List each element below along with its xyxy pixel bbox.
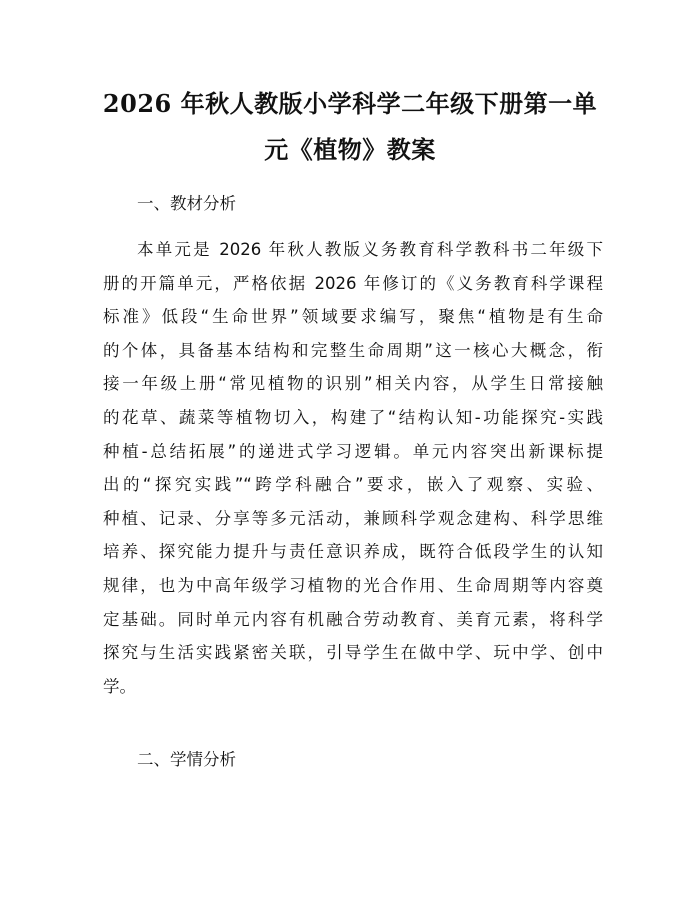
section-body-teaching-material-analysis xyxy=(103,233,603,703)
paragraph-line: 种植、记录、分享等多元活动，兼顾科学观念建构、科学思维 xyxy=(103,508,603,528)
paragraph-line: 接一年级上册“常见植物的识别”相关内容，从学生日常接触 xyxy=(103,374,603,394)
section-heading-learner-analysis: 二、学情分析 xyxy=(137,750,236,769)
paragraph-line: 定基础。同时单元内容有机融合劳动教育、美育元素，将科学 xyxy=(103,609,603,629)
paragraph-line: 种植-总结拓展”的递进式学习逻辑。单元内容突出新课标提 xyxy=(103,441,603,461)
paragraph-line: 的个体，具备基本结构和完整生命周期”这一核心大概念，衔 xyxy=(103,340,603,360)
paragraph-line: 学。 xyxy=(103,676,136,696)
paragraph-line: 的花草、蔬菜等植物切入，构建了“结构认知-功能探究-实践 xyxy=(103,407,603,427)
paragraph-line: 本单元是 2026 年秋人教版义务教育科学教科书二年级下 xyxy=(137,240,603,259)
paragraph-line: 标准》低段“生命世界”领域要求编写，聚焦“植物是有生命 xyxy=(103,307,603,327)
paragraph-line: 册的开篇单元，严格依据 2026 年修订的《义务教育科学课程 xyxy=(103,273,603,293)
document-title-line-2: 元《植物》教案 xyxy=(264,135,436,164)
paragraph-line: 探究与生活实践紧密关联，引导学生在做中学、玩中学、创中 xyxy=(103,643,603,663)
paragraph-line: 培养、探究能力提升与责任意识养成，既符合低段学生的认知 xyxy=(103,542,603,562)
document-title-line-1: 2026 年秋人教版小学科学二年级下册第一单 xyxy=(102,89,598,118)
paragraph-line: 规律，也为中高年级学习植物的光合作用、生命周期等内容奠 xyxy=(103,575,603,595)
section-heading-teaching-material-analysis: 一、教材分析 xyxy=(137,194,236,213)
paragraph-line: 出的“探究实践”“跨学科融合”要求，嵌入了观察、实验、 xyxy=(103,475,603,495)
